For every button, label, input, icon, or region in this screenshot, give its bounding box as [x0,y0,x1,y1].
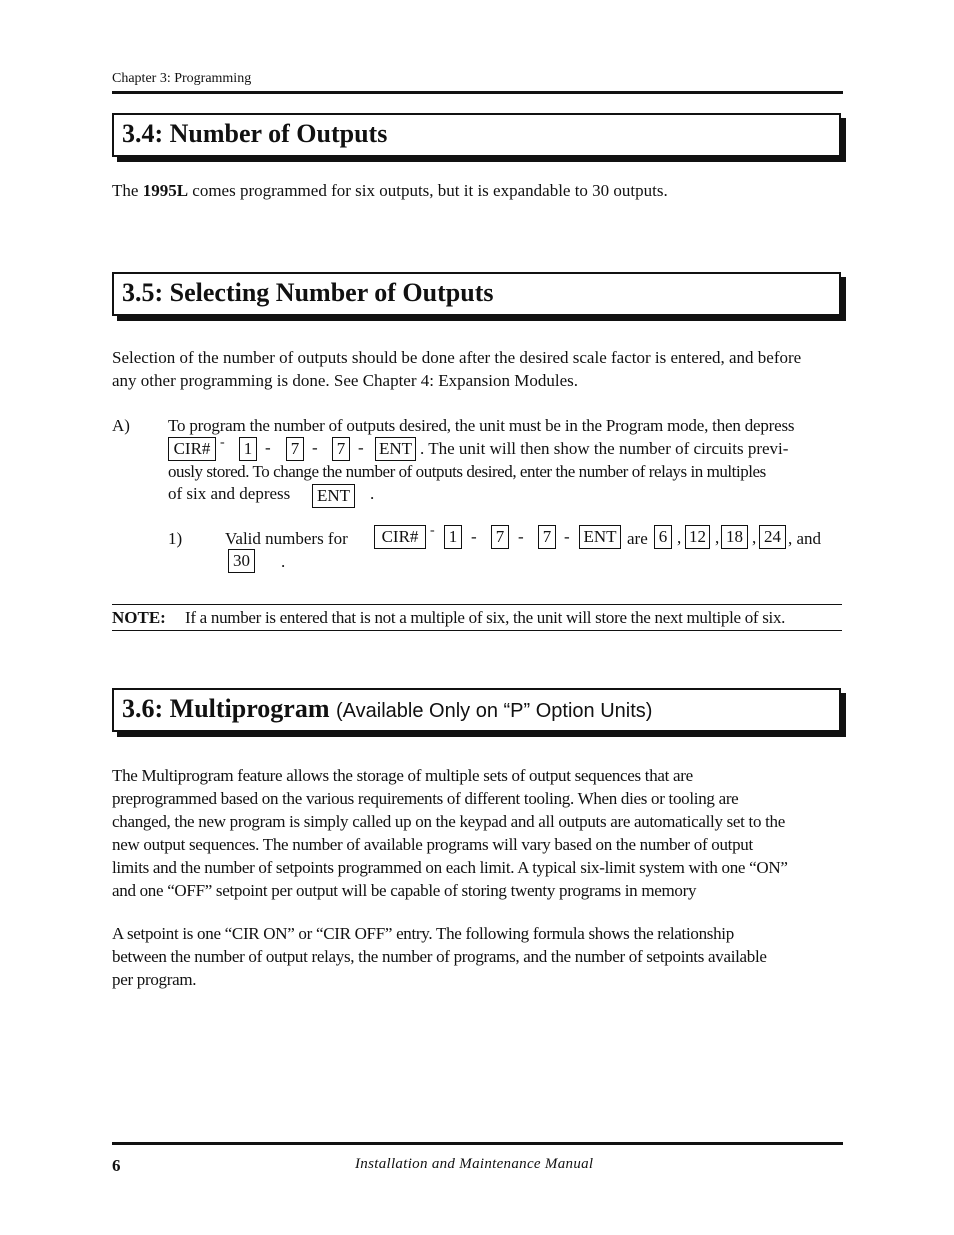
section-3-5-title: 3.5: Selecting Number of Outputs [122,278,494,307]
header-rule [112,91,843,94]
section-3-5-intro [112,346,847,392]
body-text: comes programmed for six outputs, but it is expandable to 30 outputs. [188,181,668,200]
body-text: The [112,181,143,200]
value-6: 6 [654,525,672,549]
dash: - [312,438,318,457]
para-line: and one “OFF” setpoint per output will be capable of storing twenty programs in memory [112,881,697,900]
step-a-line1: To program the number of outputs desired, the unit must be in the Program mode, then depress [168,416,795,435]
key-7: 7 [286,437,304,461]
key-cir: CIR# [374,525,426,549]
key-ent: ENT [579,525,621,549]
step-1-marker: 1) [168,529,183,548]
section-3-4-body [112,179,847,202]
intro-line: Selection of the number of outputs should be done after the desired scale factor is entered, and before [112,348,802,367]
section-3-6-para1 [112,764,847,902]
comma: , [677,528,682,547]
section-3-6-heading-box [112,688,841,732]
dash: - [265,438,271,457]
para-line: changed, the new program is simply called up on the keypad and all outputs are automatically set to the [112,812,785,831]
key-1: 1 [239,437,257,461]
section-3-6-title-main: 3.6: Multiprogram [122,694,330,723]
section-3-6-title [122,694,652,724]
step-1-text: Valid numbers for [225,529,348,548]
para-line: new output sequences. The number of available programs will vary based on the number of output [112,835,753,854]
key-1: 1 [444,525,462,549]
key-ent: ENT [312,484,355,508]
step-1-and: , and [788,529,822,548]
value-24: 24 [759,525,786,549]
dash: - [471,527,477,546]
step-a-marker: A) [112,416,130,435]
section-3-4-title: 3.4: Number of Outputs [122,119,388,148]
step-1-end: . [281,552,286,571]
key-7: 7 [332,437,350,461]
page-number: 6 [112,1156,121,1175]
step-a-line4-end: . [370,484,375,503]
note-text: If a number is entered that is not a multiple of six, the unit will store the next multiple of six. [185,608,786,627]
footer-title: Installation and Maintenance Manual [355,1156,594,1172]
para-line: limits and the number of setpoints programmed on each limit. A typical six-limit system with one “ON” [112,858,788,877]
section-3-4-heading-box [112,113,841,157]
note-rule-top [112,604,842,605]
value-12: 12 [685,525,710,549]
chapter-label: Chapter 3: Programming [112,71,252,86]
para-line: between the number of output relays, the number of programs, and the number of setpoints available [112,947,767,966]
comma: , [752,528,757,547]
dash: - [518,527,524,546]
section-3-6-subtitle: (Available Only on “P” Option Units) [336,700,653,722]
model-number: 1995L [142,181,189,200]
para-line: A setpoint is one “CIR ON” or “CIR OFF” entry. The following formula shows the relationship [112,924,734,943]
note-label: NOTE: [112,608,166,627]
step-1-are: are [627,529,648,548]
value-18: 18 [721,525,748,549]
intro-line: any other programming is done. See Chapter 4: Expansion Modules. [112,371,578,390]
key-ent: ENT [375,437,416,461]
comma: , [715,528,720,547]
para-line: preprogrammed based on the various requirements of different tooling. When dies or tooling are [112,789,739,808]
superscript-dash: - [220,435,225,450]
para-line: The Multiprogram feature allows the storage of multiple sets of output sequences that are [112,766,693,785]
footer-rule [112,1142,843,1145]
superscript-dash: - [430,523,435,538]
note-rule-bottom [112,630,842,631]
value-30: 30 [228,549,255,573]
key-cir: CIR# [168,437,216,461]
step-a-line2: . The unit will then show the number of circuits previ- [420,439,789,458]
dash: - [564,527,570,546]
step-a-line3: ously stored. To change the number of outputs desired, enter the number of relays in multiples [168,462,766,481]
para-line: per program. [112,970,197,989]
key-7: 7 [491,525,509,549]
step-a-line4: of six and depress [168,484,291,503]
section-3-6-para2 [112,922,847,991]
section-3-5-heading-box [112,272,841,316]
dash: - [358,438,364,457]
key-7: 7 [538,525,556,549]
